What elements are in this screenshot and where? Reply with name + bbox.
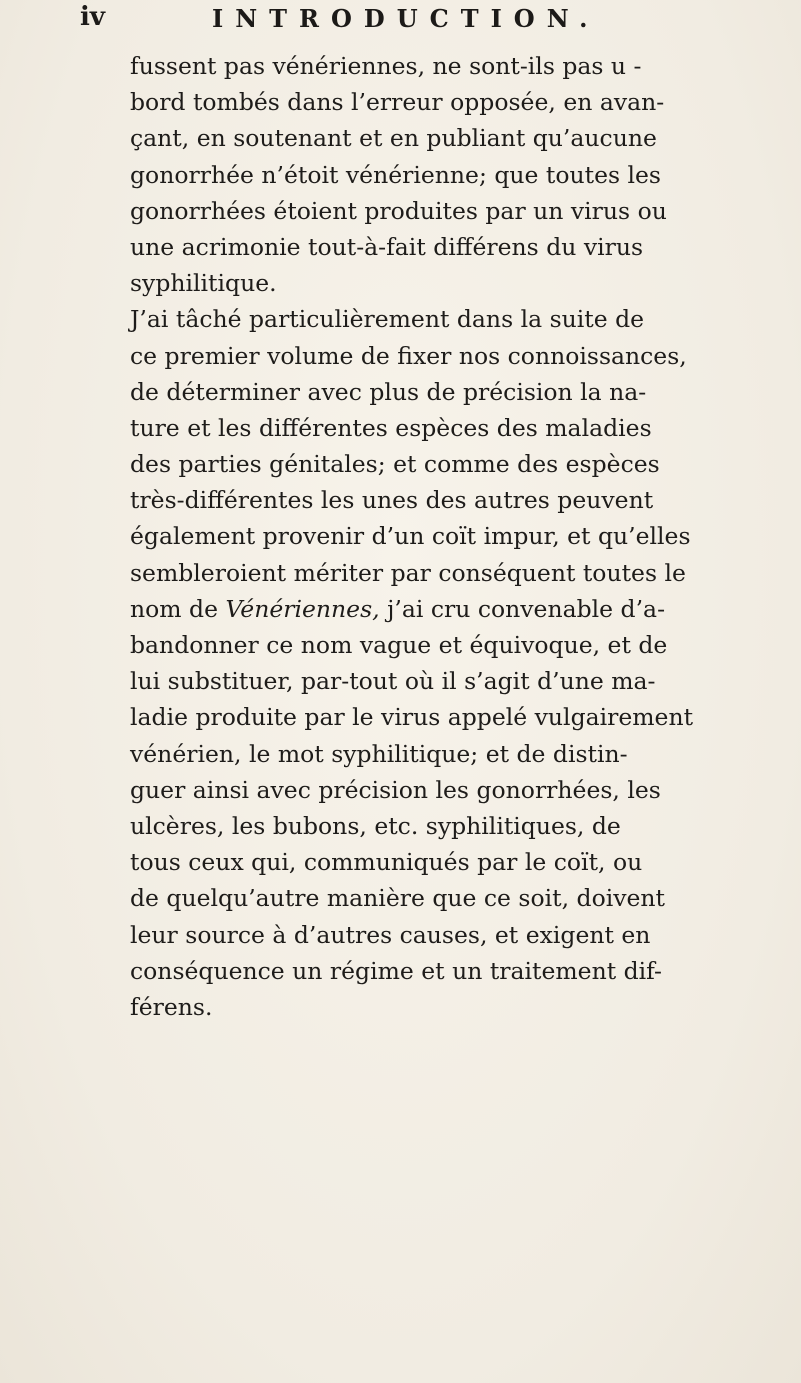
page-header: [80, 2, 720, 38]
text-line: leur source à d’autres causes, et exigent en: [130, 920, 651, 949]
text-line: fussent pas vénériennes, ne sont-ils pas u -: [130, 52, 642, 80]
text-line: J’ai tâché particulièrement dans la suite de: [130, 305, 645, 334]
running-title: INTRODUCTION.: [212, 4, 600, 33]
text-line: ulcères, les bubons, etc. syphilitiques, de: [130, 811, 621, 840]
text-line: férens.: [130, 992, 213, 1021]
text-line: des parties génitales; et comme des espèces: [130, 450, 660, 479]
body-text: [130, 48, 750, 1025]
text-line: ce premier volume de fixer nos connoissances,: [130, 341, 687, 370]
text-line: lui substituer, par-tout où il s’agit d’une ma-: [130, 667, 656, 696]
text-line: également provenir d’un coït impur, et qu’elles: [130, 522, 691, 551]
text-line: ture et les différentes espèces des maladies: [130, 413, 652, 442]
text-line: de quelqu’autre manière que ce soit, doivent: [130, 884, 666, 913]
text-line: sembleroient mériter par conséquent toutes le: [130, 558, 686, 587]
italic-term: Vénériennes,: [225, 594, 380, 623]
text-line: bord tombés dans l’erreur opposée, en avan-: [130, 88, 665, 117]
text-line: ladie produite par le virus appelé vulgairement: [130, 703, 694, 732]
text-line: tous ceux qui, communiqués par le coït, ou: [130, 848, 643, 877]
line-prefix: nom de: [130, 594, 226, 623]
page-number: iv: [80, 2, 105, 32]
text-line: très-différentes les unes des autres peuvent: [130, 486, 654, 515]
text-line: çant, en soutenant et en publiant qu’aucune: [130, 124, 657, 153]
text-line: conséquence un régime et un traitement dif-: [130, 956, 662, 985]
text-line: de déterminer avec plus de précision la na-: [130, 377, 647, 406]
text-line: une acrimonie tout-à-fait différens du virus: [130, 232, 644, 261]
text-line: guer ainsi avec précision les gonorrhées, les: [130, 775, 661, 804]
text-line: syphilitique.: [130, 269, 277, 298]
text-line: vénérien, le mot syphilitique; et de distin-: [130, 739, 628, 768]
line-suffix: j’ai cru convenable d’a-: [379, 594, 666, 623]
text-line-with-italic: [130, 591, 750, 627]
text-line: gonorrhée n’étoit vénérienne; que toutes les: [130, 160, 661, 189]
text-line: gonorrhées étoient produites par un virus ou: [130, 196, 667, 225]
text-line: bandonner ce nom vague et équivoque, et de: [130, 631, 668, 659]
